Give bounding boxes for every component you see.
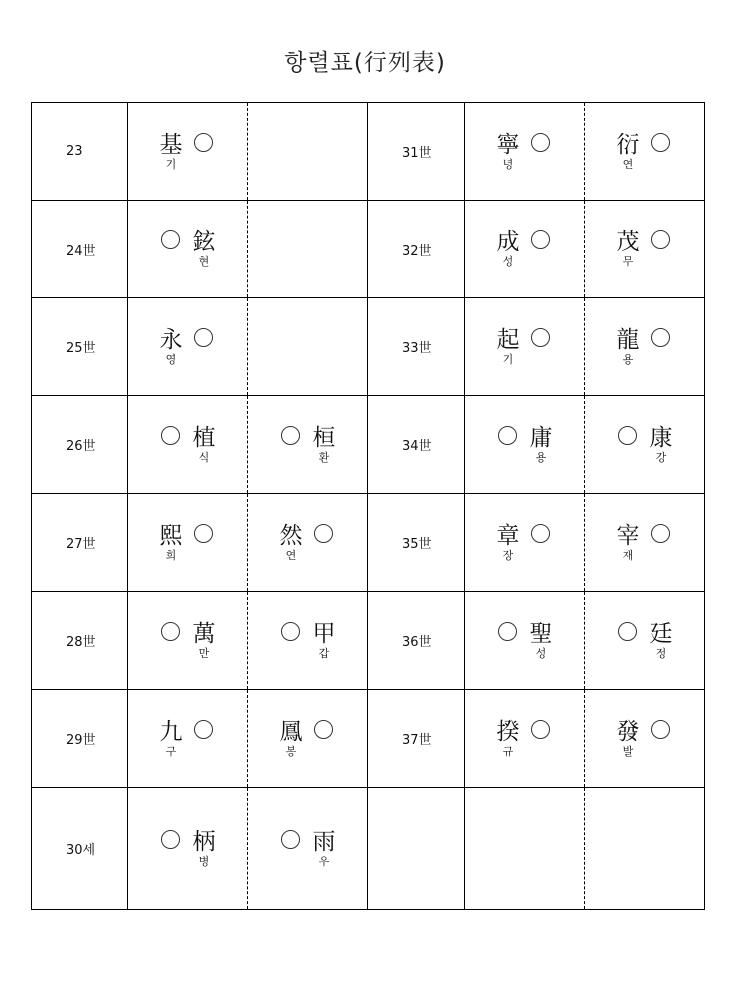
hangul-reading: 영	[165, 352, 177, 366]
table-row	[32, 396, 705, 494]
hanja-character: 寧	[496, 131, 520, 158]
blank-circle-icon	[618, 622, 637, 641]
generation-label: 34世	[368, 396, 465, 494]
blank-circle-icon	[651, 524, 670, 543]
generation-label: 35世	[368, 494, 465, 592]
table-row	[32, 103, 705, 201]
hanja-character: 起	[496, 326, 520, 353]
hanja-character: 廷	[649, 620, 673, 647]
name-cell	[128, 103, 248, 201]
hangul-reading: 강	[655, 450, 667, 464]
hangul-reading: 성	[502, 255, 514, 268]
generation-name	[128, 523, 247, 563]
generation-name	[465, 621, 584, 661]
generation-name	[465, 425, 584, 465]
generation-name	[465, 132, 584, 172]
hanja-character: 九	[159, 718, 183, 745]
hanja-character: 植	[192, 424, 216, 451]
generation-label: 32世	[368, 201, 465, 298]
generation-name	[128, 425, 247, 465]
name-cell	[585, 396, 705, 494]
page-title: 항렬표(行列表)	[284, 50, 446, 76]
generation-name	[248, 621, 367, 661]
blank-circle-icon	[651, 133, 670, 152]
hangul-reading: 환	[318, 450, 330, 464]
blank-circle-icon	[531, 524, 550, 543]
blank-circle-icon	[194, 133, 213, 152]
hanja-character: 揆	[496, 718, 520, 745]
name-cell	[585, 298, 705, 396]
hanja-character: 衍	[616, 131, 640, 158]
name-cell	[465, 201, 585, 298]
hangul-reading: 용	[622, 352, 634, 366]
hanja-character: 龍	[616, 326, 640, 353]
blank-circle-icon	[531, 230, 550, 249]
hanja-character: 萬	[192, 620, 216, 647]
hanja-character: 桓	[312, 424, 336, 451]
hangul-reading: 장	[502, 548, 514, 562]
name-cell	[128, 592, 248, 690]
generation-name	[128, 621, 247, 661]
blank-circle-icon	[194, 524, 213, 543]
hangul-reading: 연	[285, 548, 297, 562]
generation-name	[248, 425, 367, 465]
generation-label: 36世	[368, 592, 465, 690]
hangul-reading: 구	[165, 744, 177, 758]
blank-circle-icon	[161, 622, 180, 641]
generation-name	[585, 132, 704, 172]
blank-circle-icon	[651, 230, 670, 249]
generation-name	[128, 829, 247, 869]
table-row	[32, 298, 705, 396]
name-cell	[585, 788, 705, 910]
name-cell	[248, 201, 368, 298]
generation-label: 23	[32, 103, 128, 201]
name-cell	[465, 592, 585, 690]
hangul-reading: 봉	[285, 744, 297, 758]
name-cell	[128, 396, 248, 494]
generation-label: 28世	[32, 592, 128, 690]
table-row	[32, 494, 705, 592]
name-cell	[465, 396, 585, 494]
name-cell	[248, 494, 368, 592]
name-cell	[248, 788, 368, 910]
name-cell	[128, 690, 248, 788]
hanja-character: 聖	[529, 620, 553, 647]
table-row	[32, 690, 705, 788]
name-cell	[128, 201, 248, 298]
generation-label: 27世	[32, 494, 128, 592]
hanja-character: 永	[159, 326, 183, 353]
generation-label: 26世	[32, 396, 128, 494]
hangul-reading: 식	[198, 450, 210, 464]
hangul-reading: 정	[655, 646, 667, 660]
generation-name	[585, 327, 704, 367]
name-cell	[465, 788, 585, 910]
hanja-character: 庸	[529, 424, 553, 451]
hangul-reading: 희	[165, 548, 177, 562]
name-cell	[248, 592, 368, 690]
hanja-character: 康	[649, 424, 673, 451]
blank-circle-icon	[651, 328, 670, 347]
name-cell	[248, 298, 368, 396]
hangul-reading: 연	[622, 157, 634, 171]
hanja-character: 章	[496, 522, 520, 549]
blank-circle-icon	[194, 328, 213, 347]
blank-circle-icon	[281, 426, 300, 445]
name-cell	[248, 690, 368, 788]
hangul-reading: 재	[622, 548, 634, 562]
name-cell	[465, 103, 585, 201]
generation-label	[368, 788, 465, 910]
blank-circle-icon	[531, 133, 550, 152]
blank-circle-icon	[161, 830, 180, 849]
generation-name-table	[31, 102, 705, 910]
generation-name	[128, 327, 247, 367]
generation-label: 37世	[368, 690, 465, 788]
hangul-reading: 만	[198, 646, 210, 660]
generation-name	[585, 229, 704, 269]
name-cell	[248, 396, 368, 494]
generation-label: 31世	[368, 103, 465, 201]
hanja-character: 鉉	[192, 229, 216, 255]
hanja-character: 宰	[616, 522, 640, 549]
table-row	[32, 788, 705, 910]
name-cell	[585, 103, 705, 201]
generation-name	[585, 621, 704, 661]
blank-circle-icon	[498, 426, 517, 445]
blank-circle-icon	[281, 830, 300, 849]
blank-circle-icon	[194, 720, 213, 739]
blank-circle-icon	[281, 622, 300, 641]
hangul-reading: 갑	[318, 646, 330, 660]
blank-circle-icon	[161, 426, 180, 445]
generation-label: 33世	[368, 298, 465, 396]
hangul-reading: 우	[318, 854, 330, 868]
generation-name	[465, 523, 584, 563]
generation-label: 30세	[32, 788, 128, 910]
generation-name	[585, 523, 704, 563]
generation-name	[465, 327, 584, 367]
generation-name	[128, 719, 247, 759]
name-cell	[585, 690, 705, 788]
hanja-character: 茂	[616, 229, 640, 255]
blank-circle-icon	[651, 720, 670, 739]
hangul-reading: 성	[535, 646, 547, 660]
hangul-reading: 병	[198, 854, 210, 868]
generation-name	[248, 829, 367, 869]
table-row	[32, 592, 705, 690]
generation-label: 25世	[32, 298, 128, 396]
table-row	[32, 201, 705, 298]
hangul-reading: 무	[622, 255, 634, 268]
blank-circle-icon	[314, 524, 333, 543]
hangul-reading: 용	[535, 450, 547, 464]
generation-name	[465, 719, 584, 759]
name-cell	[128, 494, 248, 592]
blank-circle-icon	[314, 720, 333, 739]
hangul-reading: 기	[502, 352, 514, 366]
generation-label: 29世	[32, 690, 128, 788]
generation-name	[585, 425, 704, 465]
name-cell	[465, 690, 585, 788]
name-cell	[128, 788, 248, 910]
hangul-reading: 녕	[502, 157, 514, 171]
name-cell	[465, 494, 585, 592]
name-cell	[585, 592, 705, 690]
hanja-character: 鳳	[279, 718, 303, 745]
name-cell	[585, 494, 705, 592]
generation-name	[248, 719, 367, 759]
hanja-character: 發	[616, 718, 640, 745]
generation-name	[465, 229, 584, 269]
hangul-reading: 발	[622, 744, 634, 758]
hanja-character: 甲	[312, 620, 336, 647]
hanja-character: 基	[159, 131, 183, 158]
generation-name	[128, 229, 247, 269]
blank-circle-icon	[531, 720, 550, 739]
hanja-character: 然	[279, 522, 303, 549]
blank-circle-icon	[498, 622, 517, 641]
name-cell	[248, 103, 368, 201]
hangul-reading: 현	[198, 255, 210, 268]
generation-name	[128, 132, 247, 172]
generation-label: 24世	[32, 201, 128, 298]
hanja-character: 雨	[312, 828, 336, 855]
generation-name	[248, 523, 367, 563]
blank-circle-icon	[531, 328, 550, 347]
name-cell	[128, 298, 248, 396]
hanja-character: 成	[496, 229, 520, 255]
hangul-reading: 기	[165, 157, 177, 171]
hanja-character: 熙	[159, 522, 183, 549]
blank-circle-icon	[161, 230, 180, 249]
name-cell	[585, 201, 705, 298]
blank-circle-icon	[618, 426, 637, 445]
generation-name	[585, 719, 704, 759]
hanja-character: 柄	[192, 828, 216, 855]
hangul-reading: 규	[502, 744, 514, 758]
name-cell	[465, 298, 585, 396]
